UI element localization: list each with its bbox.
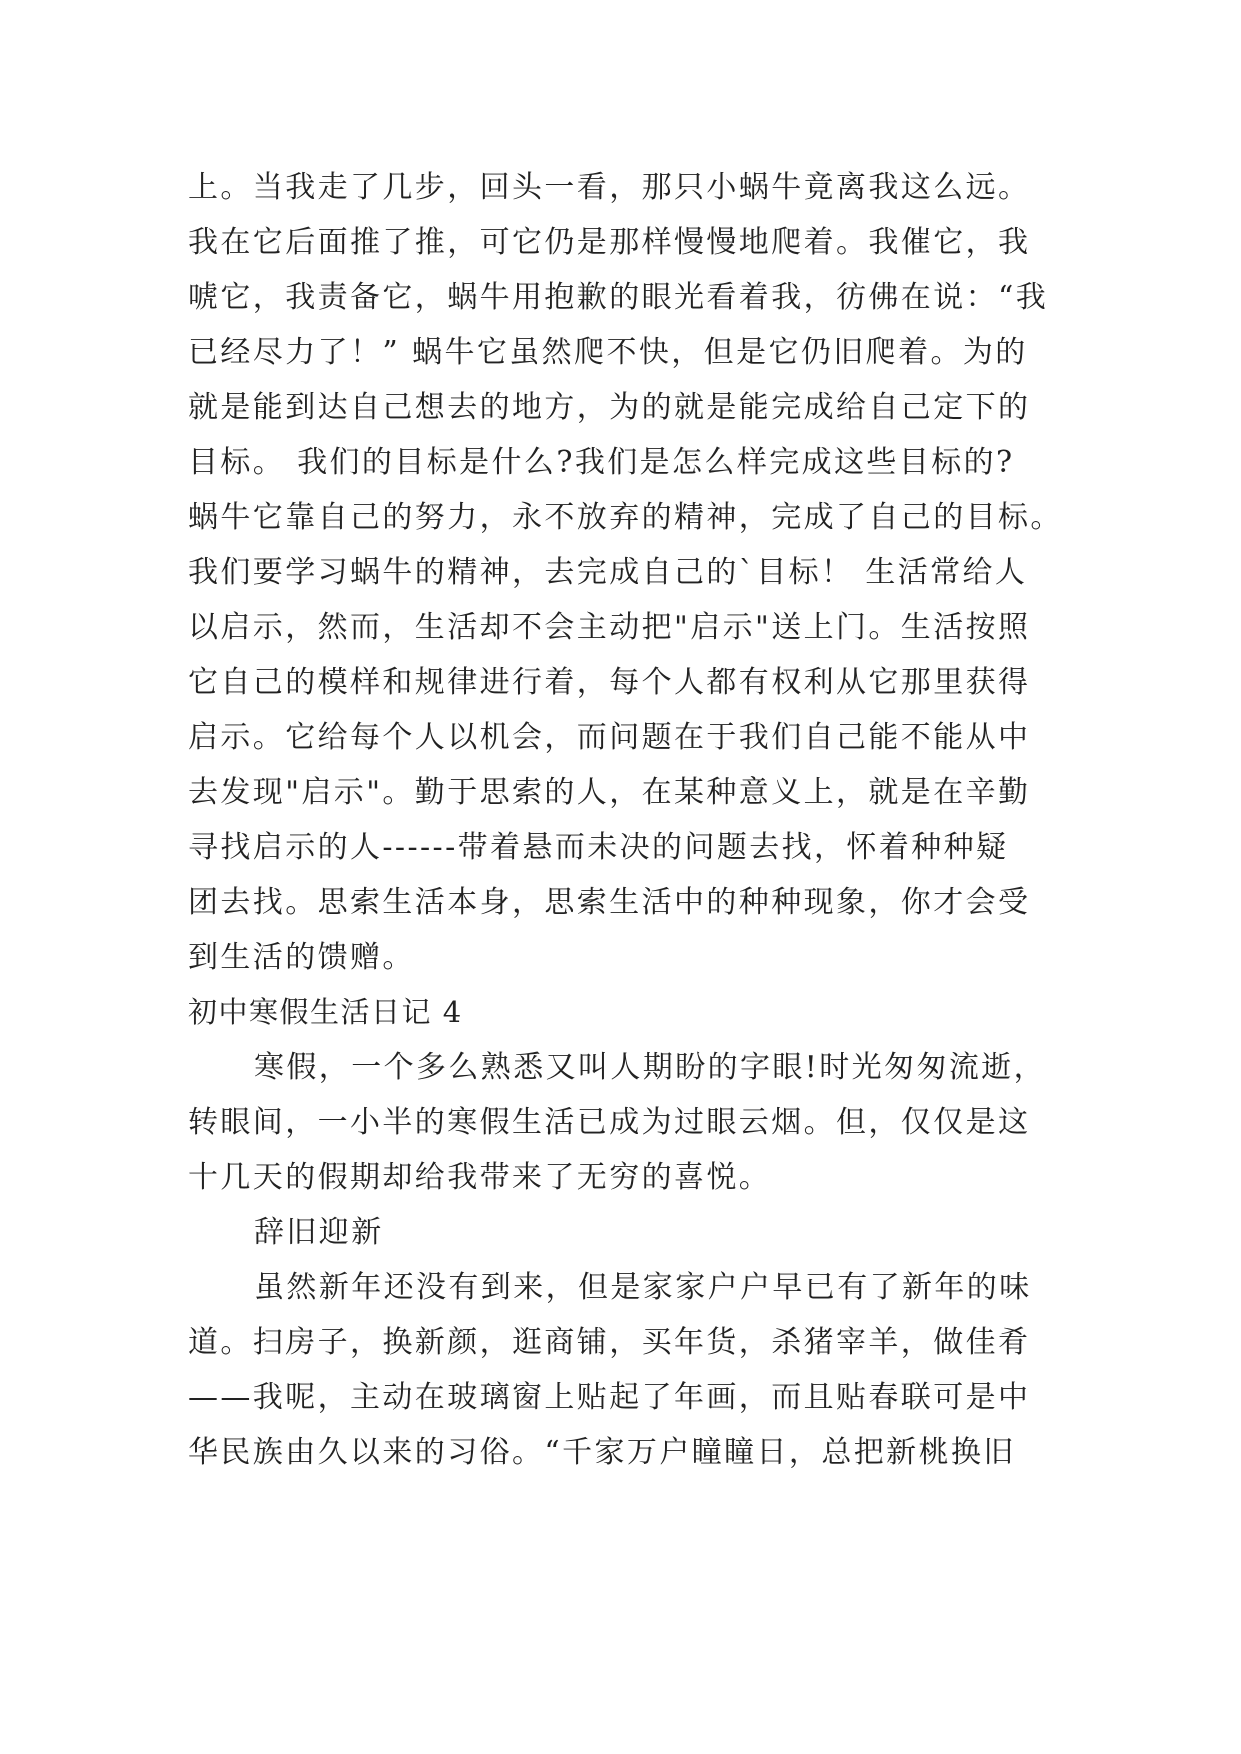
section-heading: 初中寒假生活日记 4 (188, 995, 463, 1029)
text-line: 华民族由久以来的习俗。“千家万户瞳瞳日，总把新桃换旧 (188, 1435, 1016, 1470)
text-line: 上。当我走了几步，回头一看，那只小蜗牛竟离我这么远。 (188, 170, 1031, 205)
text-line: 已经尽力了！” 蜗牛它虽然爬不快，但是它仍旧爬着。为的 (188, 335, 1028, 370)
text-line: 寒假，一个多么熟悉又叫人期盼的字眼!时光匆匆流逝， (254, 1050, 1047, 1085)
text-line: ——我呢，主动在玻璃窗上贴起了年画，而且贴春联可是中 (188, 1380, 1031, 1415)
text-line: 就是能到达自己想去的地方，为的就是能完成给自己定下的 (188, 390, 1031, 425)
document-body (188, 160, 1078, 1480)
text-line: 寻找启示的人------带着悬而未决的问题去找，怀着种种疑 (188, 830, 1009, 865)
text-line: 它自己的模样和规律进行着，每个人都有权利从它那里获得 (188, 665, 1031, 700)
text-line: 我在它后面推了推，可它仍是那样慢慢地爬着。我催它，我 (188, 225, 1031, 260)
text-line: 转眼间，一小半的寒假生活已成为过眼云烟。但，仅仅是这 (188, 1105, 1031, 1140)
text-line: 我们要学习蜗牛的精神，去完成自己的`目标！ 生活常给人 (188, 555, 1028, 590)
text-line: 团去找。思索生活本身，思索生活中的种种现象，你才会受 (188, 885, 1031, 920)
text-line: 道。扫房子，换新颜，逛商铺，买年货，杀猪宰羊，做佳肴 (188, 1325, 1031, 1360)
text-line: 十几天的假期却给我带来了无穷的喜悦。 (188, 1160, 772, 1195)
text-line: 蜗牛它靠自己的努力，永不放弃的精神，完成了自己的目标。 (188, 500, 1063, 535)
text-line: 以启示，然而，生活却不会主动把"启示"送上门。生活按照 (188, 610, 1031, 645)
subheading: 辞旧迎新 (254, 1215, 384, 1250)
text-line: 目标。 我们的目标是什么?我们是怎么样完成这些目标的? (188, 445, 1015, 480)
text-line: 到生活的馈赠。 (188, 940, 415, 975)
text-line: 去发现"启示"。勤于思索的人，在某种意义上，就是在辛勤 (188, 775, 1031, 810)
text-line: 虽然新年还没有到来，但是家家户户早已有了新年的味 (254, 1270, 1032, 1305)
text-line: 启示。它给每个人以机会，而问题在于我们自己能不能从中 (188, 720, 1031, 755)
text-line: 唬它，我责备它，蜗牛用抱歉的眼光看着我，彷佛在说：“我 (188, 280, 1049, 315)
